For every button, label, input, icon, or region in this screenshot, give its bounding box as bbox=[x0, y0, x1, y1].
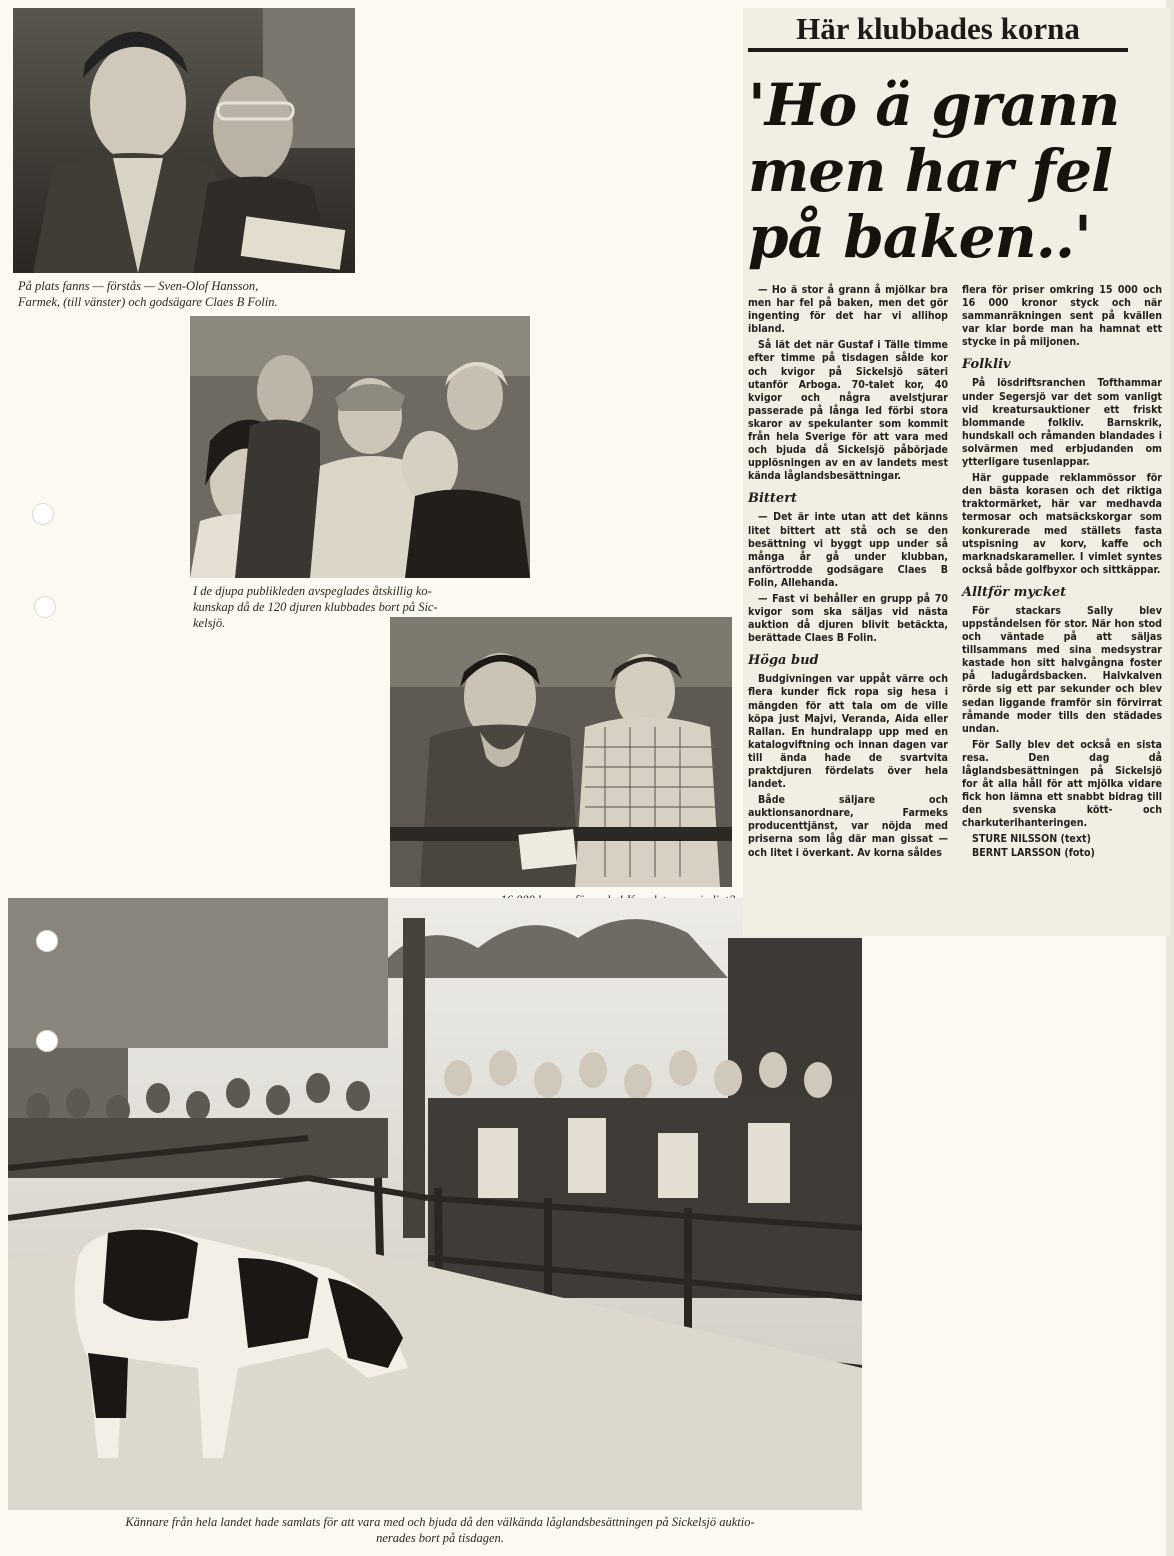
paragraph: Både säljare och auktionsanordnare, Farmeks producenttjänst, var nöjda med priserna som låg där man gissat — och litet i överkant. Av korna såldes bbox=[748, 794, 948, 859]
paragraph: flera för priser omkring 15 000 och 16 000 kronor styck och när sammanräkningen sent på kvällen var klar borde man ha hamnat ett stycke in på miljonen. bbox=[962, 284, 1162, 349]
subhead-hoga-bud: Höga bud bbox=[748, 653, 819, 669]
photo-crowd-women-caption: I de djupa publikleden avspeglades åtskillig ko- kunskap då de 120 djuren klubbades bort på Sic- kelsjö. bbox=[193, 584, 438, 630]
punch-hole bbox=[34, 596, 56, 618]
photo-officials bbox=[13, 8, 355, 273]
subhead-folkliv: Folkliv bbox=[962, 357, 1011, 373]
paragraph: — Det är inte utan att det känns litet bittert att stå och se den besättning vi byggt upp under så många år gå under klubban, anförtrodde godsägare Claes B Folin, Allehanda. bbox=[748, 511, 948, 589]
photo-auction-cow-caption: Kännare från hela landet hade samlats för att vara med och bjuda då den välkända låglandsbesättningen på Sickelsjö auktio- nerades bort på tisdagen. bbox=[125, 1515, 755, 1545]
paragraph: Budgivningen var uppåt värre och flera kunder fick ropa sig hesa i mängden för att tala om de ville köpa just Majvi, Veranda, Aida eller Rallan. En hundralapp upp med en katalogviftning och innan dagen var till ända hade de svartvita praktdjuren fördelats över hela landet. bbox=[748, 673, 948, 791]
subhead-alltfor-mycket: Alltför mycket bbox=[962, 584, 1067, 600]
photo-officials-caption: På plats fanns — förstås — Sven-Olof Hansson, Farmek, (till vänster) och godsägare Claes B Folin. bbox=[18, 279, 278, 309]
article-kicker: Här klubbades korna bbox=[748, 12, 1128, 52]
paragraph: För Sally blev det också en sista resa. Den dag då låglandsbesättningen på Sickelsjö for åt alla håll för att mjölka vidare fick hon lämna ett snabbt bidrag till den svenska kött- och charkuterihanteringen. bbox=[962, 738, 1162, 830]
byline-text: STURE NILSSON (text) bbox=[972, 833, 1091, 846]
photo-crowd-women bbox=[190, 316, 530, 578]
photo-auction-cow bbox=[8, 898, 862, 1510]
paragraph: På lösdriftsranchen Tofthammar under Segersjö var det som vanligt vid kreatursauktioner ett friskt blommande folkliv. Barnskrik, hundskall och råmanden blandades i solvärmen med erbjudanden om ytterligare tusenlappar. bbox=[962, 377, 1162, 469]
paragraph: — Ho ä stor å grann å mjölkar bra men har fel på baken, men det gör ingenting för det har vi allihop ibland. bbox=[748, 284, 948, 336]
punch-hole bbox=[36, 930, 58, 952]
paragraph: För stackars Sally blev uppståndelsen för stor. När hon stod och väntade på att säljas tillsammans med sina medsystrar kastade hon sitt halvgångna foster på ladugårdsbacken. Halvkalven rörde sig ett par sekunder och blev sedan liggande framför sin förvirrat råmande moder tills den städades undan. bbox=[962, 604, 1162, 735]
article-column-right bbox=[962, 284, 1162, 860]
photo-bidders-fence bbox=[390, 617, 732, 887]
paragraph: Så lät det när Gustaf i Tälle timme efter timme på tisdagen sålde kor och kvigor på Sickelsjö säteri utanför Arboga. 70-talet kor, 40 kvigor och några avelstjurar passerade på långa led förbi stora skaror av spekulanter som kommit från hela Sverige för att vara med och bjuda då Sickelsjö påbörjade upplösningen av en av landets mest kända låglandsbesättningar. bbox=[748, 339, 948, 483]
article-headline: 'Ho ä grann men har fel på baken..' bbox=[748, 71, 1120, 271]
byline-photo: BERNT LARSSON (foto) bbox=[972, 846, 1095, 859]
subhead-bittert: Bittert bbox=[748, 491, 798, 507]
punch-hole bbox=[32, 503, 54, 525]
paragraph: — Fast vi behåller en grupp på 70 kvigor som ska säljas vid nästa auktion då djuren blivit betäckta, berättade Claes B Folin. bbox=[748, 592, 948, 645]
paragraph: Här guppade reklammössor för den bästa korasen och det riktiga traktormärket, här var medhavda termosar och matsäckskorgar som konkurerade med ställets fasta utspisning av korv, kaffe och marknadskarameller. I vimlet syntes också både golfbyxor och sittkäppar. bbox=[962, 472, 1162, 576]
punch-hole bbox=[36, 1030, 58, 1052]
article-column-left bbox=[748, 284, 948, 863]
